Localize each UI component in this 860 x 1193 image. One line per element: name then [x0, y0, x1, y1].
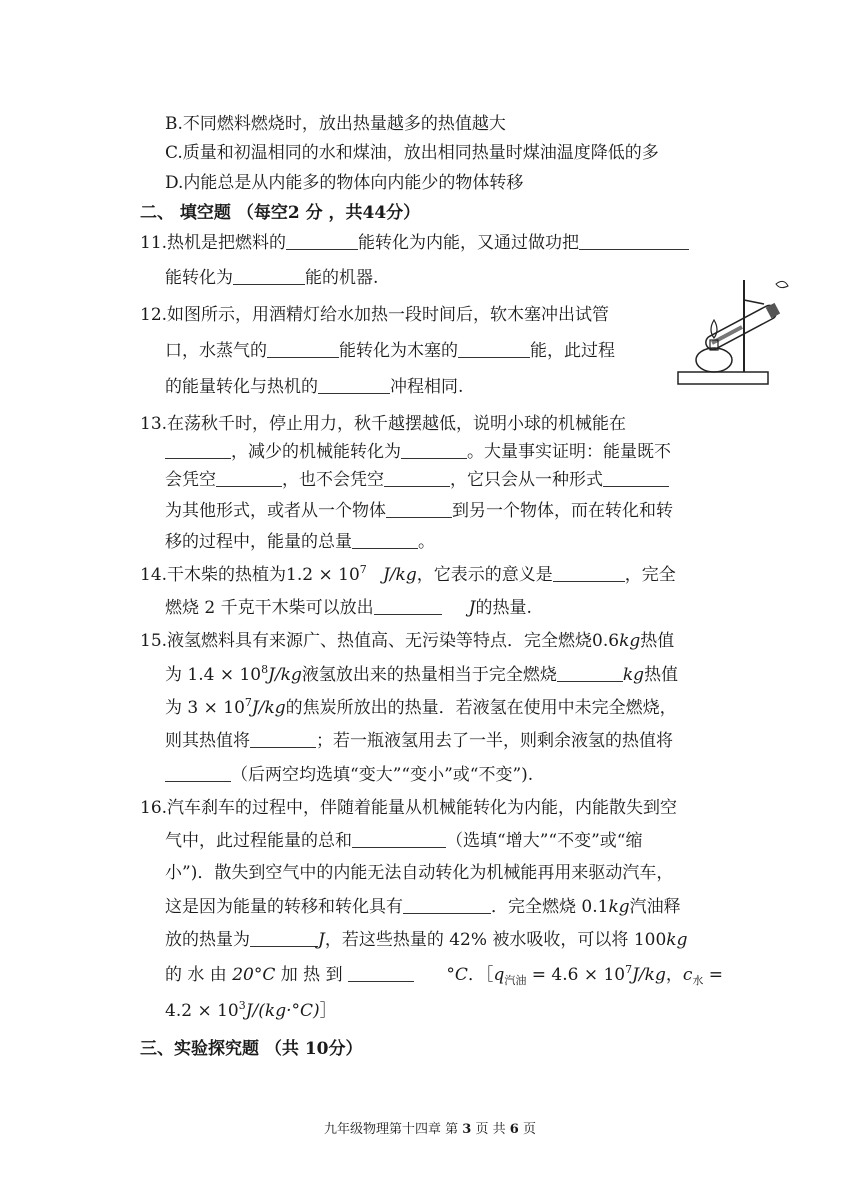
- q15-line-5: （后两空均选填“变大”“变小”或“不变”).: [165, 764, 533, 786]
- q15-line-1: 15.液氢燃料具有来源广、热值高、无污染等特点．完全燃烧0.6kg热值: [140, 631, 675, 651]
- q15-line-2: 为 $1.4 \times 10^8J/kg$液氢放出来的热量相当于完全燃烧 kg热值: [165, 663, 679, 685]
- q16-line-5: 放的热量为 J，若这些热量的 42% 被水吸收，可以将 100kg: [165, 930, 688, 950]
- q14-line-1: 14.干木柴的热植为$1.2 \times 10^7$ J/kg，它表示的意义是 ，完全: [140, 563, 676, 585]
- q13-line-4: 为其他形式，或者从一个物体 到另一个物体，而在转化和转: [165, 501, 673, 521]
- q15-line-3: 为 $3 \times 10^7J/kg$的焦炭所放出的热量．若液氢在使用中未完全燃烧，: [165, 696, 677, 718]
- q11-line-1: 11.热机是把燃料的 能转化为内能，又通过做功把: [140, 232, 689, 254]
- option-d: D.内能总是从内能多的物体向内能少的物体转移: [165, 173, 524, 193]
- q12-line-3: 的能量转化与热机的 冲程相同.: [165, 377, 464, 397]
- section-2-title: 二、 填空题 （每空2 分 ，共44分）: [140, 203, 421, 223]
- q14-line-2: 燃烧 2 千克干木柴可以放出 J的热量.: [165, 598, 532, 618]
- q12-line-1: 12.如图所示，用酒精灯给水加热一段时间后，软木塞冲出试管: [140, 305, 610, 325]
- alcohol-lamp-test-tube-figure: [672, 272, 792, 392]
- q13-line-3: 会凭空 ，也不会凭空 ，它只会从一种形式: [165, 469, 669, 491]
- q16-line-7: $4.2 \times 10^3J/(kg\cdot^\circ C)]$: [165, 999, 337, 1021]
- q16-line-1: 16.汽车刹车的过程中，伴随着能量从机械能转化为内能，内能散失到空: [140, 798, 678, 818]
- q11-line-2: 能转化为 能的机器.: [165, 268, 379, 288]
- option-c: C.质量和初温相同的水和煤油，放出相同热量时煤油温度降低的多: [165, 143, 659, 163]
- q13-line-1: 13.在荡秋千时，停止用力，秋千越摆越低，说明小球的机械能在: [140, 414, 627, 434]
- q13-line-5: 移的过程中，能量的总量 。: [165, 532, 435, 552]
- q12-line-2: 口，水蒸气的 能转化为木塞的 能，此过程: [165, 341, 615, 361]
- section-3-title: 三、实验探究题 （共 10分）: [140, 1039, 363, 1059]
- q16-line-3: 小”)．散失到空气中的内能无法自动转化为机械能再用来驱动汽车，: [165, 863, 674, 883]
- option-b: B.不同燃料燃烧时，放出热量越多的热值越大: [165, 114, 506, 134]
- q16-line-4: 这是因为能量的转移和转化具有 ．完全燃烧 0.1kg汽油释: [165, 897, 681, 917]
- q13-line-2: ，减少的机械能转化为 。大量事实证明：能量既不: [165, 441, 671, 463]
- q15-line-4: 则其热值将 ；若一瓶液氢用去了一半，则剩余液氢的热值将: [165, 731, 673, 751]
- q16-line-6: 的 水 由 20°C 加 热 到 °C．$[q_{汽油} = 4.6 \times 10^7J/kg$，$c_水$ =: [165, 963, 724, 987]
- page-footer: 九年级物理第十四章 第 3 页 共 6 页: [324, 1122, 536, 1137]
- q16-line-2: 气中，此过程能量的总和 （选填“增大”“不变”或“缩: [165, 831, 643, 851]
